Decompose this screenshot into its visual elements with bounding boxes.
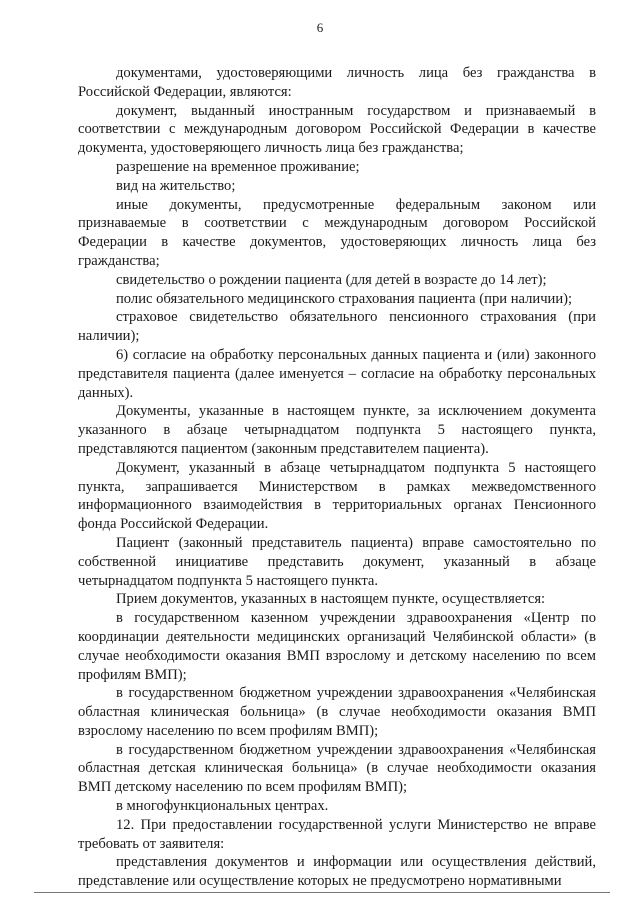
page-bottom-divider: [34, 892, 610, 893]
paragraph: свидетельство о рождении пациента (для детей в возрасте до 14 лет);: [116, 271, 547, 288]
paragraph: Документ, указанный в абзаце четырнадцатом подпункта 5 настоящего пункта, запрашивается Министерством в рамках межведомственного информационного взаимодействия в территориальных органах Пенсионного фонда Российской Федерации.: [78, 459, 596, 533]
paragraph: в многофункциональных центрах.: [116, 798, 329, 815]
paragraph: представления документов и информации или осуществления действий, представление или осуществление которых не предусмотрено нормативными: [78, 854, 596, 890]
paragraph: разрешение на временное проживание;: [116, 158, 360, 175]
paragraph: иные документы, предусмотренные федеральным законом или признаваемые в соответствии с международным договором Российской Федерации в качестве документов, удостоверяющих личность лица без гражданства;: [78, 196, 596, 269]
paragraph: документ, выданный иностранным государством и признаваемый в соответствии с международным договором Российской Федерации в качестве документа, удостоверяющего личность лица без гражданства;: [78, 102, 596, 157]
paragraph: вид на жительство;: [116, 177, 236, 194]
paragraph: полис обязательного медицинского страхования пациента (при наличии);: [116, 290, 573, 307]
paragraph: Документы, указанные в настоящем пункте, за исключением документа указанного в абзаце четырнадцатом подпункта 5 настоящего пункта, представляются пациентом (законным представителем пациента).: [78, 403, 596, 457]
paragraph: в государственном бюджетном учреждении здравоохранения «Челябинская областная детская клиническая больница» (в случае необходимости оказания ВМП детскому населению по всем профилям ВМП);: [78, 741, 596, 796]
document-body: [78, 64, 596, 891]
paragraph: Пациент (законный представитель пациента) вправе самостоятельно по собственной инициативе представить документ, указанный в абзаце четырнадцатом подпункта 5 настоящего пункта.: [78, 534, 596, 589]
paragraph: Прием документов, указанных в настоящем пункте, осуществляется:: [116, 591, 546, 608]
paragraph: в государственном казенном учреждении здравоохранения «Центр по координации деятельности медицинских организаций Челябинской области» (в случае необходимости оказания ВМП взрослому и детскому населению по всем профилям ВМП);: [78, 610, 596, 683]
paragraph: страховое свидетельство обязательного пенсионного страхования (при наличии);: [78, 309, 596, 345]
paragraph: 12. При предоставлении государственной услуги Министерство не вправе требовать от заявителя:: [78, 816, 596, 852]
paragraph: в государственном бюджетном учреждении здравоохранения «Челябинская областная клиническая больница» (в случае необходимости оказания ВМП взрослому населению по всем профилям ВМП);: [78, 685, 596, 739]
paragraph: 6) согласие на обработку персональных данных пациента и (или) законного представителя пациента (далее именуется – согласие на обработку персональных данных).: [78, 346, 596, 401]
paragraph: документами, удостоверяющими личность лица без гражданства в Российской Федерации, являются:: [78, 65, 596, 100]
page-number: 6: [316, 20, 324, 35]
